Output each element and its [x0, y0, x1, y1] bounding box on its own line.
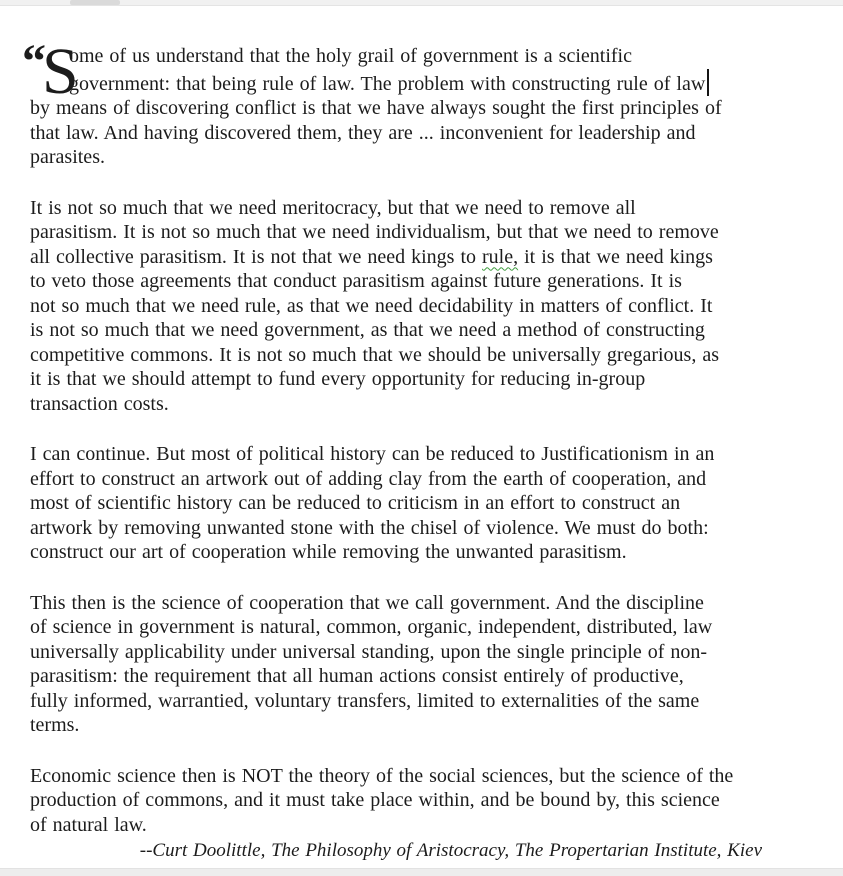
- text-run: I can continue. But most of political history can be reduced to Justificationism in an: [30, 443, 715, 465]
- text-line: [30, 392, 812, 417]
- text-line: [30, 69, 812, 97]
- open-quote-mark: “: [22, 35, 46, 88]
- text-run: it is that we should attempt to fund every opportunity for reducing in-group: [30, 368, 646, 390]
- text-line: [30, 145, 812, 170]
- text-line: [30, 689, 812, 714]
- text-run: production of commons, and it must take place within, and be bound by, this science: [30, 789, 720, 811]
- text-run: that law. And having discovered them, they are ... inconvenient for leadership and: [30, 121, 696, 144]
- quote-attribution: --Curt Doolittle, The Philosophy of Aristocracy, The Propertarian Institute, Kiev: [139, 840, 762, 861]
- text-line: [30, 591, 812, 616]
- text-run: it is that we need kings: [518, 245, 713, 268]
- text-run: transaction costs.: [30, 392, 169, 415]
- text-line: [30, 813, 812, 838]
- text-line: [30, 269, 812, 294]
- text-run: not so much that we need rule, as that we need decidability in matters of conflict. It: [30, 294, 713, 317]
- text-line: [30, 788, 812, 813]
- text-run: parasitism. It is not so much that we need individualism, but that we need to remove: [30, 221, 719, 243]
- text-line: [30, 44, 812, 69]
- dropcap-block: [22, 35, 79, 108]
- text-run: competitive commons. It is not so much that we should be universally gregarious, as: [30, 343, 719, 366]
- text-run: by means of discovering conflict is that we have always sought the first principles of: [30, 97, 722, 119]
- text-run: to veto those agreements that conduct parasitism against future generations. It is: [30, 270, 682, 292]
- paragraph-4: [30, 591, 812, 738]
- text-run: construct our art of cooperation while removing the unwanted parasitism.: [30, 541, 627, 563]
- text-line: [30, 196, 812, 221]
- text-run: Economic science then is NOT the theory of the social sciences, but the science of the: [30, 764, 734, 787]
- text-run: ome of us understand that the holy grail of government is a scientific: [69, 45, 632, 67]
- text-line: [30, 442, 812, 467]
- paragraph-1: [22, 35, 812, 170]
- text-run: parasitism: the requirement that all human actions consist entirely of productive,: [30, 665, 684, 687]
- text-run: artwork by removing unwanted stone with the chisel of violence. We must do both:: [30, 516, 709, 539]
- text-run: parasites.: [30, 146, 105, 168]
- text-line: [30, 540, 812, 565]
- paragraph-2: [30, 196, 812, 417]
- text-run: fully informed, warrantied, voluntary transfers, limited to externalities of the same: [30, 689, 700, 712]
- text-run: universally applicability under universal standing, upon the single principle of non-: [30, 640, 708, 663]
- grammar-flagged-word[interactable]: rule,: [482, 245, 519, 268]
- text-line: [30, 318, 812, 343]
- text-line: [30, 764, 812, 789]
- text-line: [30, 664, 812, 689]
- text-run: of natural law.: [30, 813, 147, 836]
- text-run: terms.: [30, 714, 80, 736]
- text-line: [30, 467, 812, 492]
- text-line: [30, 491, 812, 516]
- text-line: [30, 343, 812, 368]
- paragraph-5: [30, 764, 812, 838]
- text-line: [30, 96, 812, 121]
- text-run: all collective parasitism. It is not that we need kings to: [30, 245, 483, 268]
- text-run: is not so much that we need government, as that we need a method of constructing: [30, 319, 705, 341]
- text-line: [30, 615, 812, 640]
- text-line: [30, 713, 812, 738]
- text-run: government: that being rule of law. The problem with constructing rule of law: [69, 72, 706, 95]
- text-line: [30, 245, 812, 270]
- text-run: most of scientific history can be reduced to criticism in an effort to construct an: [30, 492, 681, 514]
- text-line: [30, 640, 812, 665]
- text-line: [30, 367, 812, 392]
- text-run: effort to construct an artwork out of adding clay from the earth of cooperation, and: [30, 467, 707, 490]
- text-line: [30, 294, 812, 319]
- text-line: [30, 516, 812, 541]
- dropcap-letter: S: [42, 35, 79, 108]
- text-run: It is not so much that we need meritocracy, but that we need to remove all: [30, 196, 636, 219]
- text-cursor: [707, 69, 709, 96]
- text-run: of science in government is natural, common, organic, independent, distributed, law: [30, 616, 713, 638]
- bottom-edge-strip: [0, 868, 843, 876]
- text-line: [30, 121, 812, 146]
- text-run: This then is the science of cooperation that we call government. And the discipline: [30, 591, 704, 614]
- text-line: [30, 220, 812, 245]
- paragraph-3: [30, 442, 812, 565]
